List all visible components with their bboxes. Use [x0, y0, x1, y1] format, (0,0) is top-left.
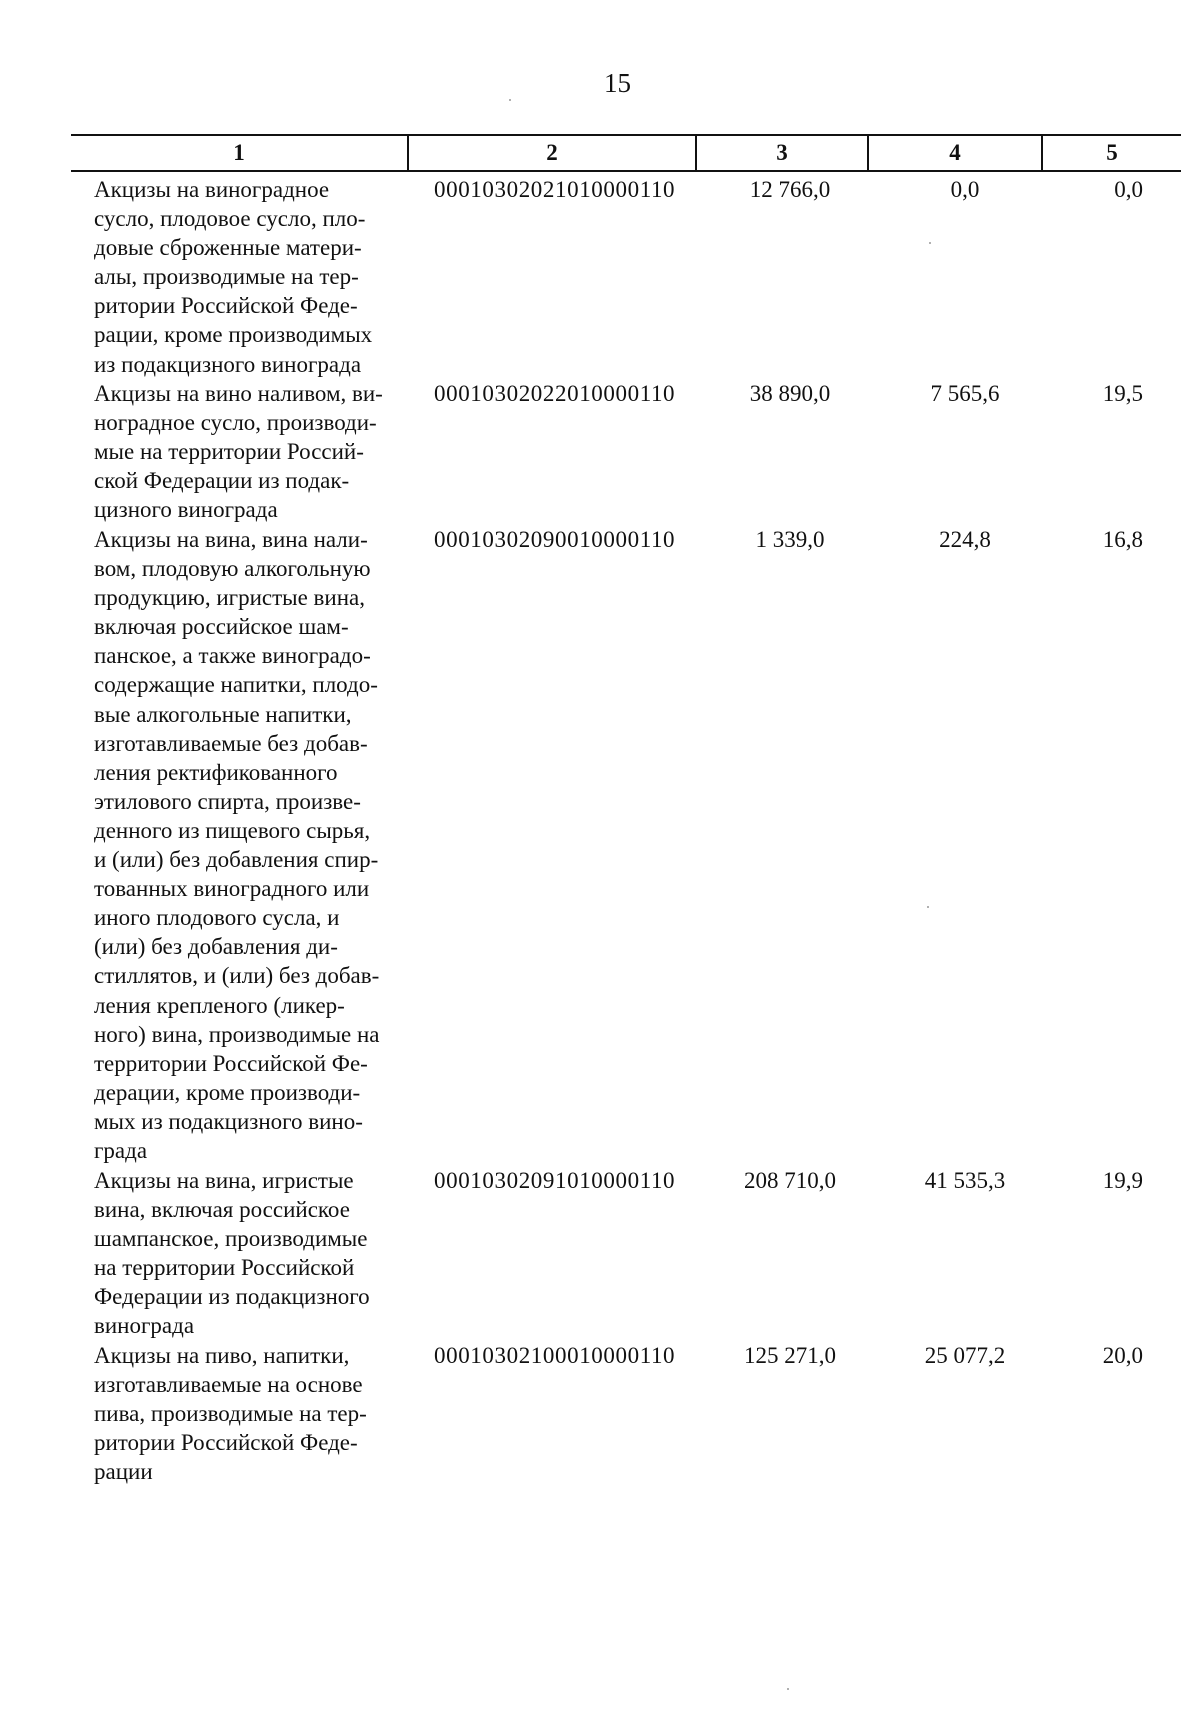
- scan-speck: [927, 906, 929, 908]
- table-row: [0, 175, 1200, 379]
- planned-amount: 208 710,0: [744, 1168, 836, 1193]
- planned-amount: 1 339,0: [755, 527, 825, 552]
- budget-classification-code: 00010302100010000110: [434, 1343, 676, 1368]
- executed-amount: 25 077,2: [924, 1343, 1006, 1368]
- budget-classification-code: 00010302021010000110: [434, 177, 676, 202]
- page-number: 15: [604, 68, 631, 98]
- table-body: [0, 175, 1200, 1487]
- planned-amount: 38 890,0: [749, 381, 831, 406]
- excise-description: Акцизы на вина, игристые вина, включая российское шампанское, производимые на территории Российской Федерации из подакцизного винограда: [94, 1168, 370, 1339]
- table-row: [0, 525, 1200, 1166]
- executed-amount: 224,8: [939, 527, 991, 552]
- execution-percent: 19,5: [1102, 381, 1143, 406]
- executed-amount: 7 565,6: [930, 381, 1000, 406]
- scan-speck: [929, 242, 931, 244]
- excise-description: Акцизы на виноградное сусло, плодовое сусло, пло- довые сброженные матери- алы, производимые на тер- ритории Российской Феде- рации, кроме производимых из подакцизного винограда: [94, 177, 373, 377]
- planned-amount: 12 766,0: [749, 177, 831, 202]
- executed-amount: 41 535,3: [924, 1168, 1006, 1193]
- budget-classification-code: 00010302091010000110: [434, 1168, 676, 1193]
- excise-description: Акцизы на вина, вина нали- вом, плодовую алкогольную продукцию, игристые вина, включая российское шам- панское, а также виноградо- содержащие напитки, плодо- вые алкогольные напитки, изготавливаемые без добав- ления ректификованного этилового спирта, произве- денного из пищевого сырья, и (или) без добавления спир- тованных виноградного или иного плодового сусла, и (или) без добавления ди- стиллятов, и (или) без добав- ления крепленого (ликер- ного) вина, производимые на территории Российской Фе- дерации, кроме производи- мых из подакцизного вино- града: [94, 527, 380, 1163]
- execution-percent: 20,0: [1102, 1343, 1143, 1368]
- excise-description: Акцизы на вино наливом, ви- ноградное сусло, производи- мые на территории Россий- ской Федерации из подак- цизного винограда: [94, 381, 383, 523]
- budget-classification-code: 00010302022010000110: [434, 381, 676, 406]
- table-header-row: [71, 136, 1181, 172]
- execution-percent: 16,8: [1102, 527, 1143, 552]
- budget-classification-code: 00010302090010000110: [434, 527, 676, 552]
- column-header-4: 4: [949, 140, 961, 165]
- planned-amount: 125 271,0: [744, 1343, 836, 1368]
- table-row: [0, 1341, 1200, 1487]
- table-row: [0, 379, 1200, 525]
- execution-percent: 19,9: [1102, 1168, 1143, 1193]
- excise-description: Акцизы на пиво, напитки, изготавливаемые на основе пива, производимые на тер- ритории Российской Феде- рации: [94, 1343, 367, 1485]
- column-header-1: 1: [233, 140, 245, 165]
- table-header-rule: [71, 170, 1181, 172]
- executed-amount: 0,0: [950, 177, 980, 202]
- column-header-3: 3: [776, 140, 788, 165]
- column-header-2: 2: [546, 140, 558, 165]
- execution-percent: 0,0: [1114, 177, 1143, 202]
- scan-speck: [509, 99, 511, 101]
- table-row: [0, 1166, 1200, 1341]
- scan-speck: [787, 1688, 789, 1690]
- column-header-5: 5: [1106, 140, 1118, 165]
